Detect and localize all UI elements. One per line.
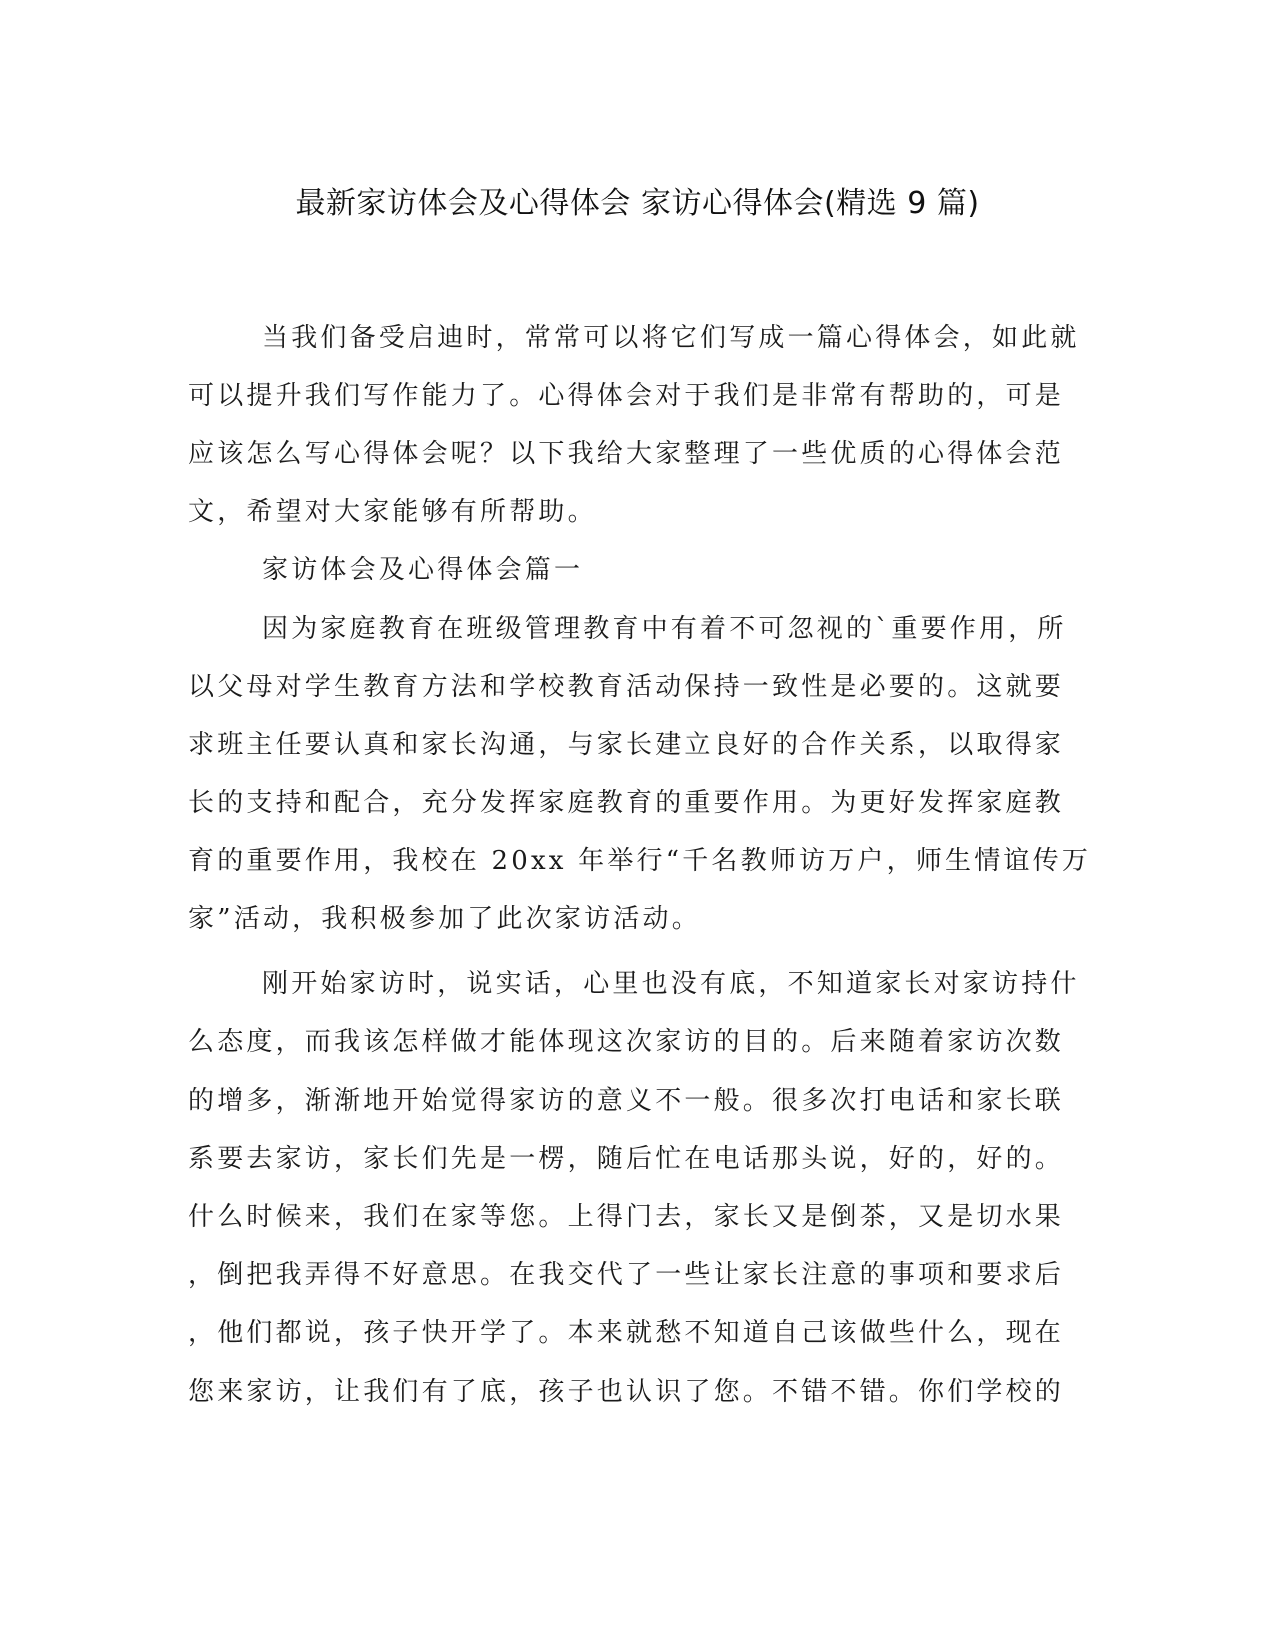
document-title: 最新家访体会及心得体会 家访心得体会(精选 9 篇)	[295, 186, 980, 221]
paragraph-line: 可以提升我们写作能力了。心得体会对于我们是非常有帮助的，可是	[188, 381, 1065, 411]
paragraph-line: 求班主任要认真和家长沟通，与家长建立良好的合作关系，以取得家	[188, 730, 1065, 760]
paragraph-line: 家”活动，我积极参加了此次家访活动。	[188, 904, 701, 934]
paragraph-line: 以父母对学生教育方法和学校教育活动保持一致性是必要的。这就要	[188, 672, 1065, 702]
paragraph-line: 因为家庭教育在班级管理教育中有着不可忽视的`重要作用，所	[262, 614, 1067, 644]
paragraph-line: 长的支持和配合，充分发挥家庭教育的重要作用。为更好发挥家庭教	[188, 788, 1065, 818]
paragraph-line: 系要去家访，家长们先是一楞，随后忙在电话那头说，好的，好的。	[188, 1144, 1065, 1174]
paragraph-line: 您来家访，让我们有了底，孩子也认识了您。不错不错。你们学校的	[188, 1377, 1065, 1407]
paragraph-line: 刚开始家访时，说实话，心里也没有底，不知道家长对家访持什	[262, 969, 1080, 999]
paragraph-line: 育的重要作用，我校在 20xx 年举行“千名教师访万户，师生情谊传万	[188, 846, 1092, 876]
paragraph-line: 什么时候来，我们在家等您。上得门去，家长又是倒茶，又是切水果	[188, 1202, 1065, 1232]
paragraph-line: 文，希望对大家能够有所帮助。	[188, 497, 597, 527]
paragraph-line: 的增多，渐渐地开始觉得家访的意义不一般。很多次打电话和家长联	[188, 1086, 1065, 1116]
section-heading: 家访体会及心得体会篇一	[262, 555, 584, 585]
paragraph-line: 么态度，而我该怎样做才能体现这次家访的目的。后来随着家访次数	[188, 1027, 1065, 1057]
paragraph-line: 当我们备受启迪时，常常可以将它们写成一篇心得体会，如此就	[262, 323, 1080, 353]
paragraph-line: ，倒把我弄得不好意思。在我交代了一些让家长注意的事项和要求后	[188, 1260, 1065, 1290]
paragraph-line: ，他们都说，孩子快开学了。本来就愁不知道自己该做些什么，现在	[188, 1318, 1065, 1348]
paragraph-line: 应该怎么写心得体会呢？以下我给大家整理了一些优质的心得体会范	[188, 439, 1065, 469]
